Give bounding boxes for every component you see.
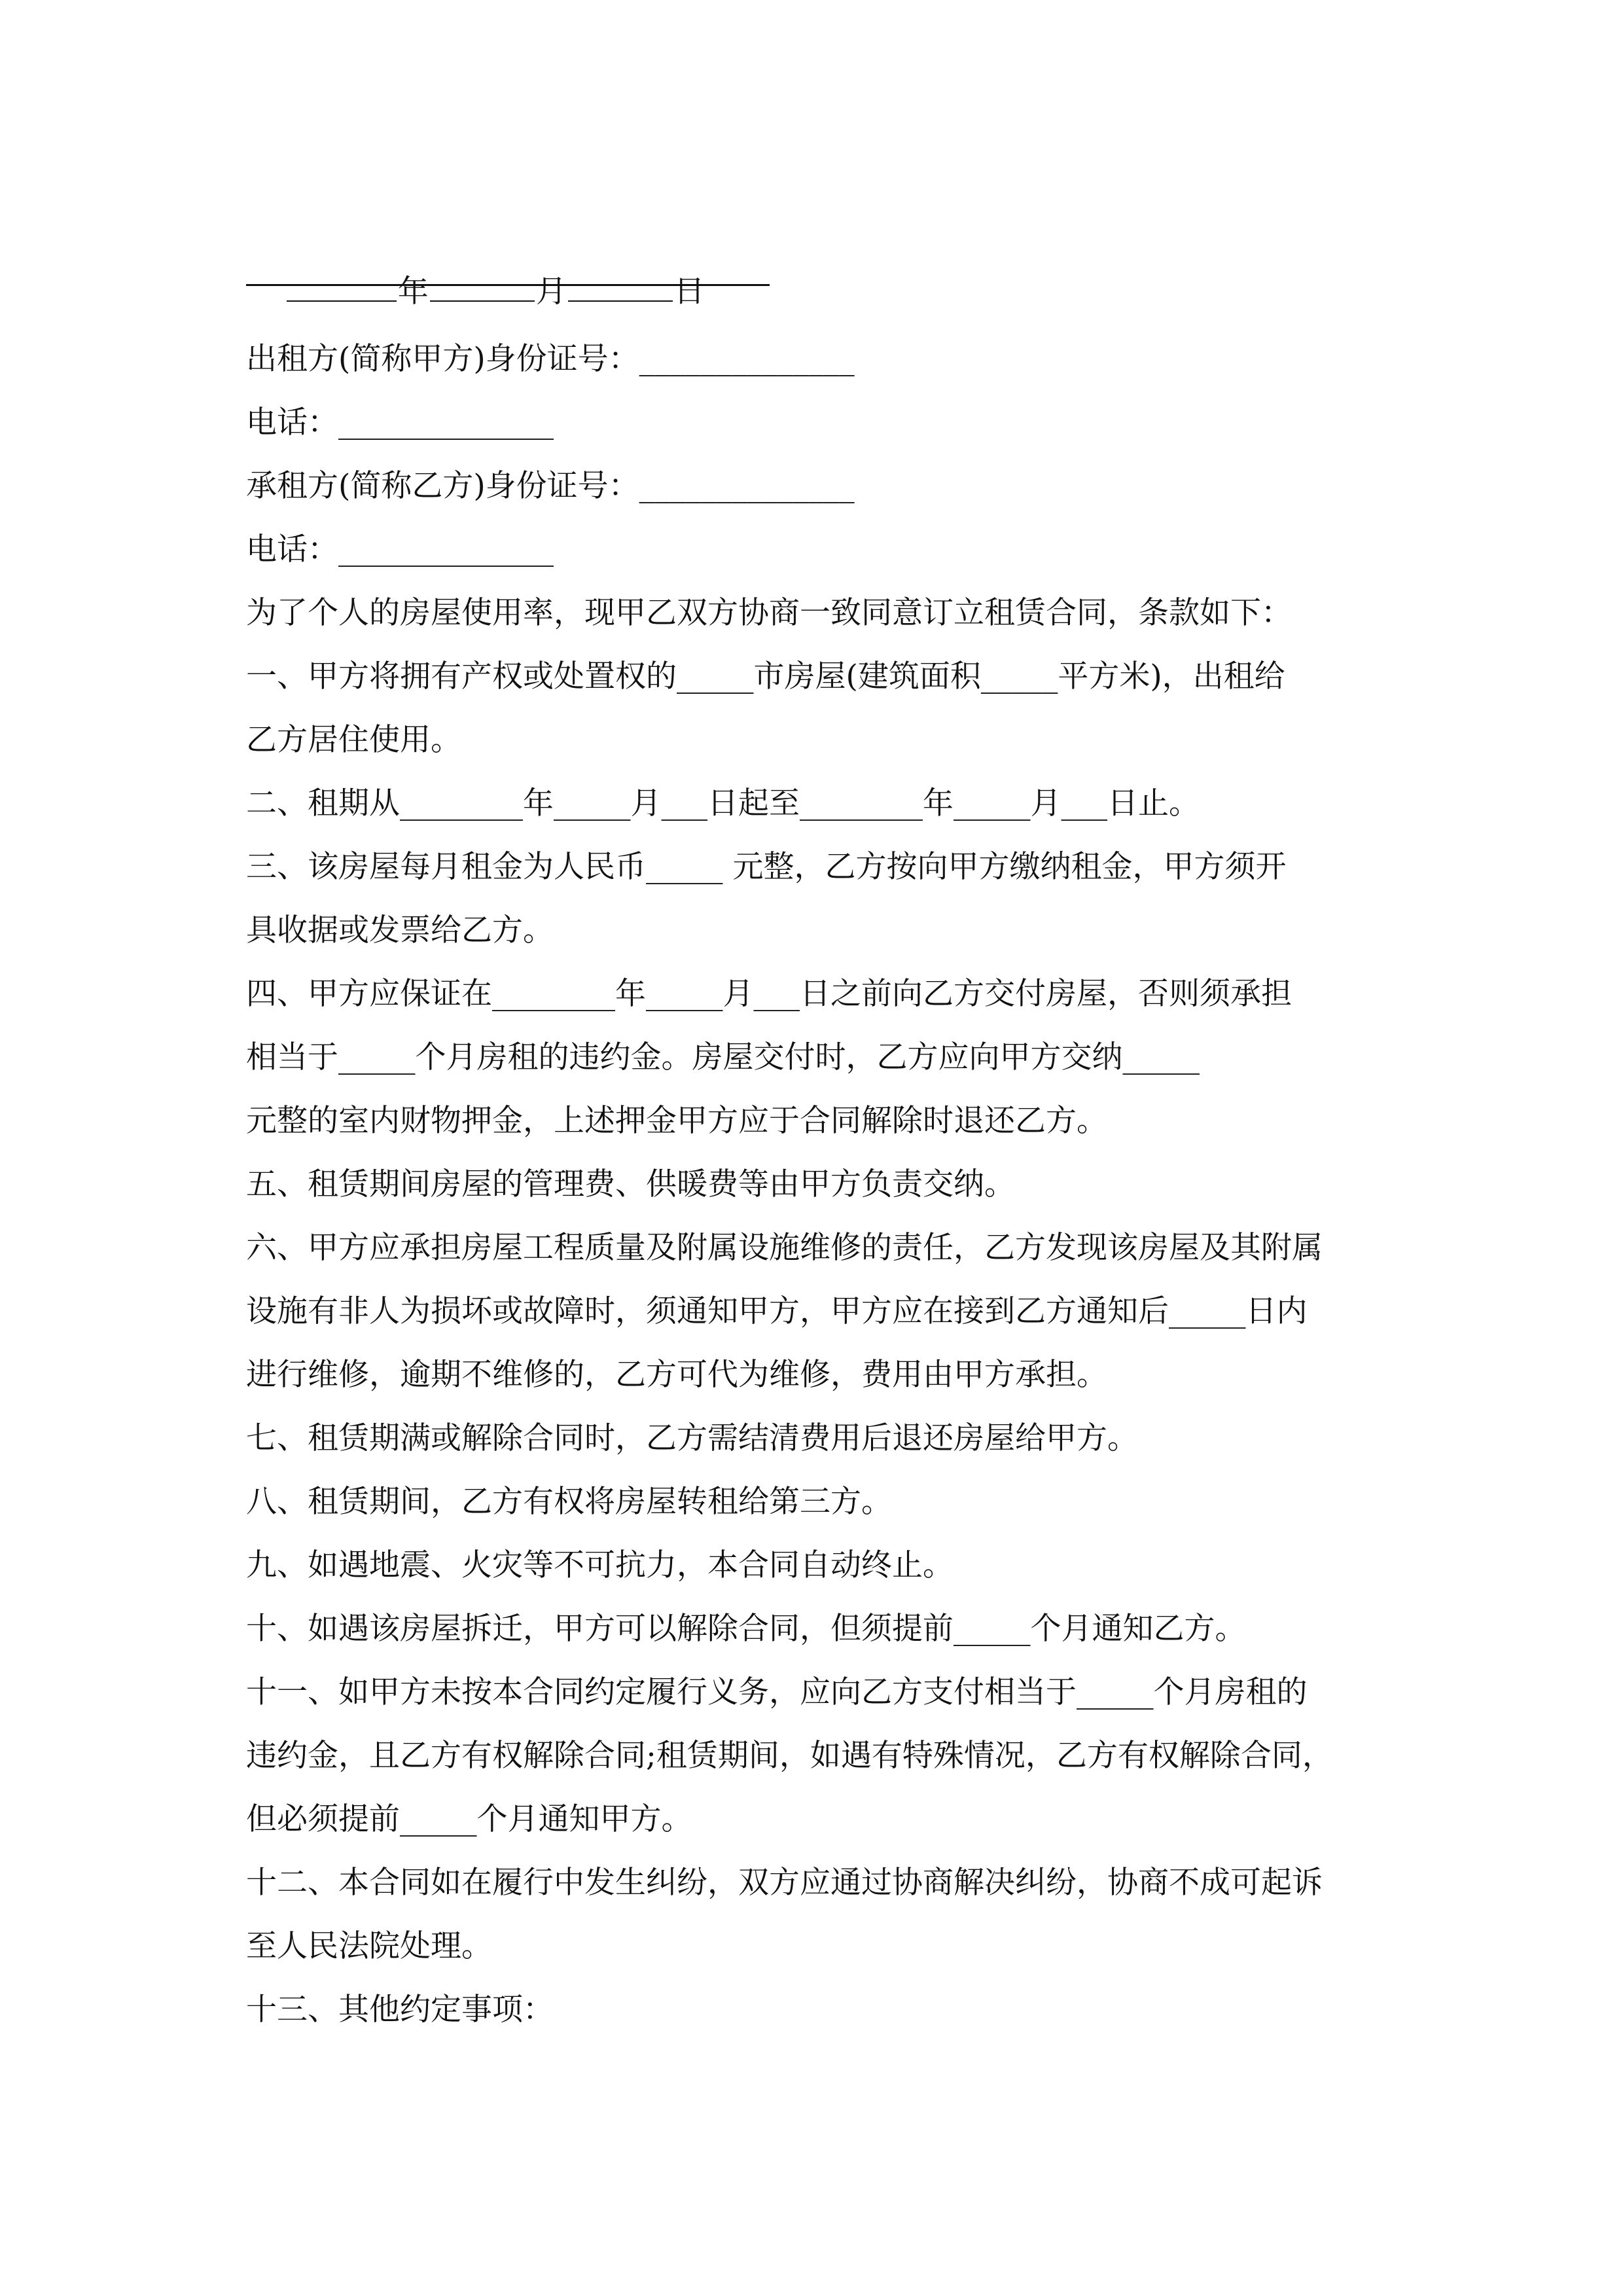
contract-line: 十三、其他约定事项：	[246, 1992, 554, 2028]
year-blank	[287, 274, 397, 302]
contract-line: 为了个人的房屋使用率，现甲乙双方协商一致同意订立租赁合同，条款如下：	[246, 595, 1292, 631]
contract-line: 三、该房屋每月租金为人民币_____ 元整，乙方按向甲方缴纳租金，甲方须开	[246, 849, 1287, 885]
contract-line: 至人民法院处理。	[246, 1928, 492, 1964]
contract-line: 承租方(简称乙方)身份证号：______________	[246, 468, 855, 504]
contract-line: 出租方(简称甲方)身份证号：______________	[246, 341, 855, 377]
month-blank	[430, 274, 535, 302]
contract-line: 六、甲方应承担房屋工程质量及附属设施维修的责任，乙方发现该房屋及其附属	[246, 1230, 1323, 1266]
day-label: 日	[673, 274, 705, 310]
contract-line: 四、甲方应保证在________年_____月___日之前向乙方交付房屋，否则须承担	[246, 976, 1292, 1012]
contract-line: 一、甲方将拥有产权或处置权的_____市房屋(建筑面积_____平方米)，出租给	[246, 658, 1285, 694]
contract-line: 电话：______________	[246, 531, 554, 567]
contract-line: 具收据或发票给乙方。	[246, 912, 554, 948]
contract-line: 七、租赁期满或解除合同时，乙方需结清费用后退还房屋给甲方。	[246, 1420, 1138, 1456]
contract-line: 十二、本合同如在履行中发生纠纷，双方应通过协商解决纠纷，协商不成可起诉	[246, 1865, 1323, 1901]
contract-line: 十一、如甲方未按本合同约定履行义务，应向乙方支付相当于_____个月房租的	[246, 1674, 1308, 1710]
contract-line: 但必须提前_____个月通知甲方。	[246, 1801, 692, 1837]
contract-line: 五、租赁期间房屋的管理费、供暖费等由甲方负责交纳。	[246, 1166, 1015, 1202]
contract-body	[246, 327, 1398, 2041]
contract-line: 九、如遇地震、火灾等不可抗力，本合同自动终止。	[246, 1547, 954, 1583]
contract-line: 电话：______________	[246, 404, 554, 440]
contract-line: 二、租期从________年_____月___日起至________年_____月___日止。	[246, 785, 1200, 821]
day-blank	[568, 274, 673, 302]
contract-line: 设施有非人为损坏或故障时，须通知甲方，甲方应在接到乙方通知后_____日内	[246, 1293, 1308, 1329]
contract-line: 十、如遇该房屋拆迁，甲方可以解除合同，但须提前_____个月通知乙方。	[246, 1611, 1246, 1647]
contract-line: 元整的室内财物押金，上述押金甲方应于合同解除时退还乙方。	[246, 1103, 1107, 1139]
contract-line: 乙方居住使用。	[246, 722, 461, 758]
contract-line: 进行维修，逾期不维修的，乙方可代为维修，费用由甲方承担。	[246, 1357, 1107, 1393]
year-label: 年	[397, 274, 429, 310]
contract-line: 八、租赁期间，乙方有权将房屋转租给第三方。	[246, 1484, 892, 1520]
month-label: 月	[535, 274, 567, 310]
separator-rule	[246, 284, 770, 286]
contract-line: 相当于_____个月房租的违约金。房屋交付时，乙方应向甲方交纳_____	[246, 1039, 1200, 1075]
contract-line: 违约金，且乙方有权解除合同;租赁期间，如遇有特殊情况，乙方有权解除合同，	[246, 1738, 1333, 1774]
